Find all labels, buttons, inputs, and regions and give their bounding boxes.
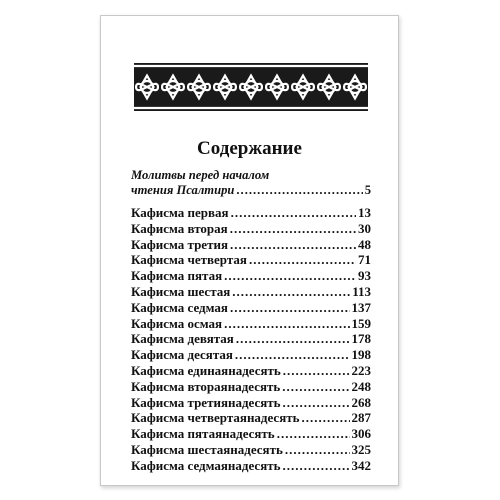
toc-entry-label: Кафисма пятаянадесять [131, 426, 275, 442]
toc-entry [131, 442, 371, 458]
toc-entry-page: 325 [351, 441, 371, 457]
toc-entry [131, 268, 371, 284]
toc-entry-page: 268 [351, 394, 371, 410]
toc-entry-page: 71 [358, 252, 371, 268]
toc-entry [131, 363, 371, 379]
toc-leader-dots [230, 221, 356, 237]
toc-entry [131, 410, 371, 426]
toc-entry-list [131, 205, 371, 474]
toc-entry-label-line2: чтения Псалтири [131, 183, 235, 197]
toc-leader-dots [231, 205, 356, 221]
celtic-knot-ornament-icon [134, 63, 368, 111]
toc-entry-label: Кафисма третиянадесять [131, 394, 281, 410]
toc-leader-dots [283, 458, 350, 474]
toc-entry-label: Кафисма седмая [131, 299, 228, 315]
toc-entry-label: Кафисма втораянадесять [131, 378, 281, 394]
toc-leader-dots [230, 237, 356, 253]
toc-entry-page: 48 [358, 236, 371, 252]
page-title: Содержание [197, 138, 302, 159]
toc-entry-page: 13 [358, 205, 371, 220]
toc-leader-dots [232, 284, 350, 300]
toc-entry-page: 178 [351, 331, 371, 347]
toc-entry [131, 252, 371, 268]
toc-entry-page: 287 [351, 410, 371, 426]
toc-entry-label: Кафисма девятая [131, 331, 234, 347]
toc-entry-label: Кафисма шестаянадесять [131, 441, 283, 457]
toc-entry [131, 395, 371, 411]
toc-leader-dots [249, 252, 356, 268]
toc-leader-dots [277, 426, 350, 442]
toc-leader-dots [235, 347, 350, 363]
toc-entry [131, 379, 371, 395]
toc-entry [131, 458, 371, 474]
toc-entry-label: Кафисма единаянадесять [131, 362, 281, 378]
toc-leader-dots [302, 410, 350, 426]
toc-entry-label: Кафисма вторая [131, 220, 228, 236]
toc-leader-dots [285, 442, 350, 458]
toc-leader-dots [230, 300, 350, 316]
toc-entry [131, 426, 371, 442]
toc-entry-label: Кафисма осмая [131, 315, 223, 331]
toc-entry-prayers [131, 168, 371, 198]
toc-entry-label: Кафисма пятая [131, 268, 223, 284]
toc-entry [131, 331, 371, 347]
toc-entry [131, 316, 371, 332]
table-of-contents [131, 168, 371, 474]
toc-entry-label-line1: Молитвы перед началом [131, 168, 270, 182]
toc-leader-dots [283, 363, 350, 379]
toc-entry-label: Кафисма шестая [131, 283, 231, 299]
toc-entry [131, 347, 371, 363]
toc-entry-page: 93 [358, 268, 371, 284]
toc-entry-page: 113 [352, 283, 371, 299]
toc-leader-dots [236, 331, 350, 347]
book-page [100, 15, 399, 486]
toc-entry-page: 306 [351, 426, 371, 442]
toc-leader-dots [224, 268, 356, 284]
toc-entry [131, 205, 371, 221]
toc-entry-label: Кафисма третия [131, 236, 228, 252]
toc-entry [131, 284, 371, 300]
toc-leader-dots [224, 316, 349, 332]
toc-entry-page: 5 [364, 183, 371, 197]
toc-entry-page: 342 [351, 457, 371, 473]
toc-entry-page: 198 [351, 347, 371, 363]
toc-entry-label: Кафисма десятая [131, 347, 233, 363]
toc-entry-page: 248 [351, 378, 371, 394]
toc-leader-dots [283, 395, 350, 411]
toc-entry-row [131, 183, 371, 198]
toc-entry-page: 30 [358, 220, 371, 236]
toc-entry-label: Кафисма седмаянадесять [131, 457, 281, 473]
toc-leader-dots [282, 379, 349, 395]
toc-leader-dots [236, 183, 362, 198]
toc-entry-label: Кафисма четвертая [131, 252, 247, 268]
toc-entry-page: 223 [351, 362, 371, 378]
toc-entry-page: 159 [351, 315, 371, 331]
toc-entry [131, 300, 371, 316]
toc-entry-page: 137 [351, 299, 371, 315]
toc-entry-label: Кафисма первая [131, 205, 229, 220]
toc-entry [131, 221, 371, 237]
toc-entry [131, 237, 371, 253]
toc-entry-label: Кафисма четвертаянадесять [131, 410, 300, 426]
